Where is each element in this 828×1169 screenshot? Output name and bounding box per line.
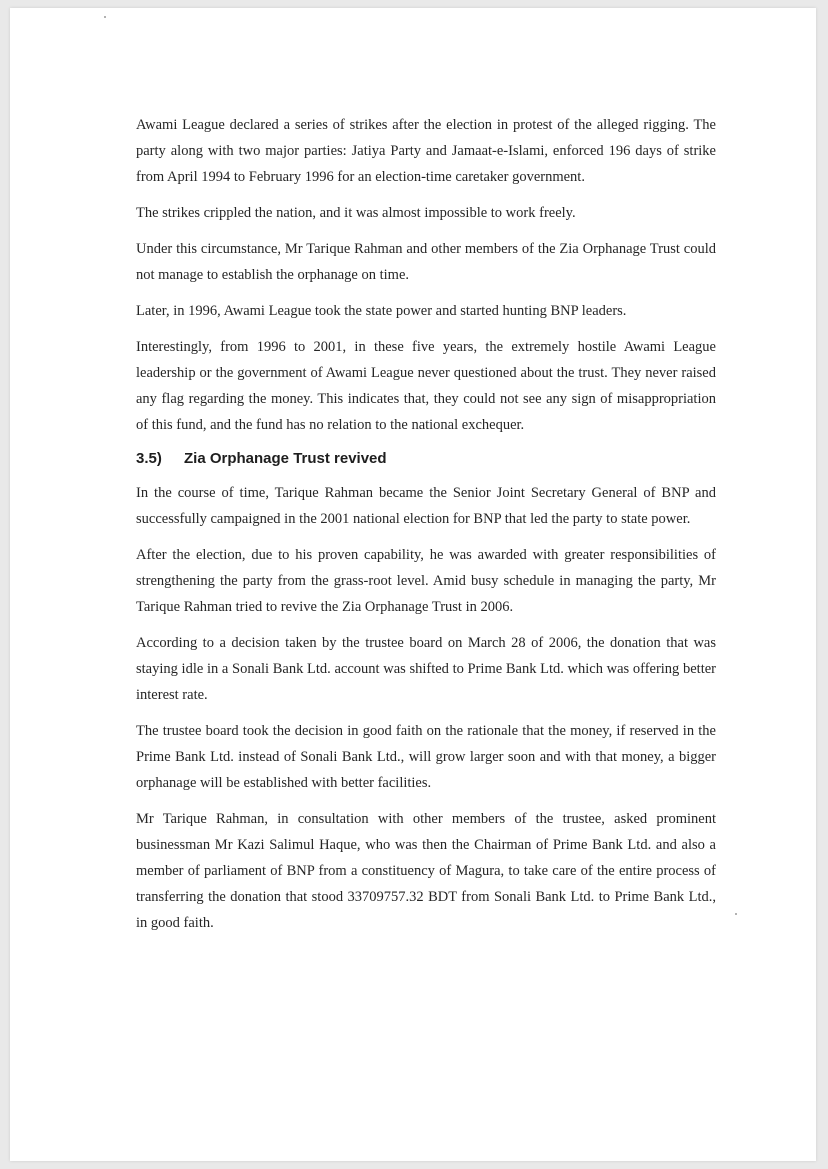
- scan-speck: [104, 16, 106, 18]
- paragraph-trustee-decision: According to a decision taken by the trustee board on March 28 of 2006, the donation that was staying idle in a Sonali Bank Ltd. account was shifted to Prime Bank Ltd. which was offering better interest rate.: [136, 635, 716, 703]
- paragraph-good-faith: The trustee board took the decision in good faith on the rationale that the money, if reserved in the Prime Bank Ltd. instead of Sonali Bank Ltd., will grow larger soon and with that money, a bigger orphanage will be established with better facilities.: [136, 723, 716, 791]
- paragraph-strikes-declared: Awami League declared a series of strikes after the election in protest of the alleged rigging. The party along with two major parties: Jatiya Party and Jamaat-e-Islami, enforced 196 days of strike from April 1994 to February 1996 for an election-time caretaker government.: [136, 117, 716, 185]
- section-title: Zia Orphanage Trust revived: [184, 450, 387, 467]
- document-body: [136, 112, 716, 946]
- paragraph-interestingly: Interestingly, from 1996 to 2001, in these five years, the extremely hostile Awami League leadership or the government of Awami League never questioned about the trust. They never raised any flag regarding the money. This indicates that, they could not see any sign of misappropriation of this fund, and the fund has no relation to the national exchequer.: [136, 339, 716, 433]
- paragraph-after-election: After the election, due to his proven capability, he was awarded with greater responsibilities of strengthening the party from the grass-root level. Amid busy schedule in managing the party, Mr Tarique Rahman tried to revive the Zia Orphanage Trust in 2006.: [136, 547, 716, 615]
- paragraph-consultation: Mr Tarique Rahman, in consultation with other members of the trustee, asked prominent businessman Mr Kazi Salimul Haque, who was then the Chairman of Prime Bank Ltd. and also a member of parliament of BNP from a constituency of Magura, to take care of the entire process of transferring the donation that stood 33709757.32 BDT from Sonali Bank Ltd. to Prime Bank Ltd., in good faith.: [136, 811, 716, 931]
- document-page: [10, 8, 816, 1161]
- paragraph-circumstance: Under this circumstance, Mr Tarique Rahman and other members of the Zia Orphanage Trust could not manage to establish the orphanage on time.: [136, 241, 716, 283]
- section-number: 3.5): [136, 450, 162, 467]
- scan-speck: [735, 913, 737, 915]
- paragraph-awami-power: Later, in 1996, Awami League took the state power and started hunting BNP leaders.: [136, 303, 627, 319]
- paragraph-course-of-time: In the course of time, Tarique Rahman became the Senior Joint Secretary General of BNP and successfully campaigned in the 2001 national election for BNP that led the party to state power.: [136, 485, 716, 527]
- paragraph-strikes-crippled: The strikes crippled the nation, and it was almost impossible to work freely.: [136, 205, 576, 221]
- section-heading: [136, 448, 716, 470]
